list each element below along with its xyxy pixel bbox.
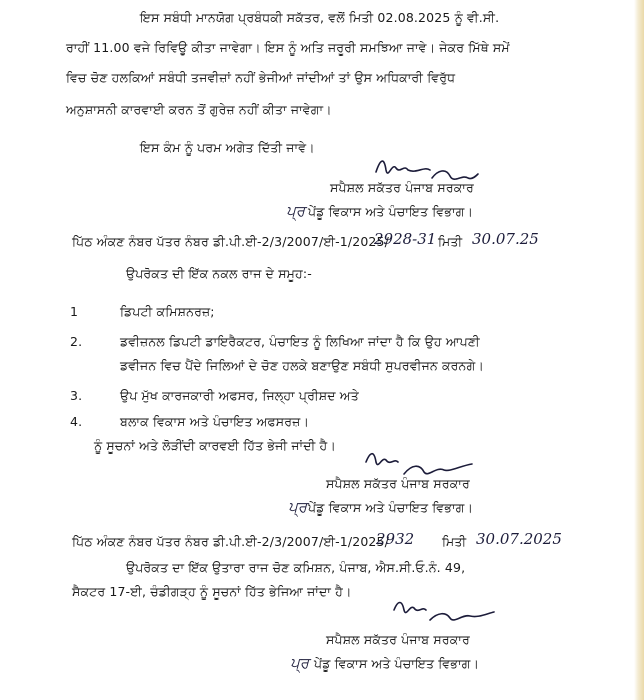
list-item-1-text: ਡਿਪਟੀ ਕਮਿਸ਼ਨਰਜ਼; <box>120 304 215 319</box>
para1-line4: ਅਨੁਸ਼ਾਸਨੀ ਕਾਰਵਾਈ ਕਰਨ ਤੋਂ ਗੁਰੇਜ਼ ਨਹੀਂ ਕੀਤਾ ਜਾਵੇਗਾ। <box>66 102 332 117</box>
list-item-3-number: 3. <box>70 388 83 403</box>
endorsement1-number: 2928-31 <box>374 230 437 248</box>
endorsement1-memo: ਪਿੱਠ ਅੰਕਣ ਨੰਬਰ ਪੱਤਰ ਨੰਬਰ ਡੀ.ਪੀ.ਈ-2/3/2007/ਈ-1/2025/ <box>72 234 389 249</box>
para1-line2: ਰਾਹੀਂ 11.00 ਵਜੇ ਰਿਵਿਊ ਕੀਤਾ ਜਾਵੇਗਾ। ਇਸ ਨੂੰ ਅਤਿ ਜਰੂਰੀ ਸਮਝਿਆ ਜਾਵੇ। ਜੇਕਰ ਮਿੱਥੇ ਸਮੇਂ <box>66 40 510 55</box>
signatory-department-3: ਪੇਂਡੂ ਵਿਕਾਸ ਅਤੇ ਪੰਚਾਇਤ ਵਿਭਾਗ। <box>314 656 480 671</box>
signatory-title-2: ਸਪੈਸ਼ਲ ਸਕੱਤਰ ਪੰਜਾਬ ਸਰਕਾਰ <box>326 476 470 491</box>
signatory-title: ਸਪੈਸ਼ਲ ਸਕੱਤਰ ਪੰਜਾਬ ਸਰਕਾਰ <box>330 180 474 195</box>
list-item-2-number: 2. <box>70 334 83 349</box>
para1-line1: ਇਸ ਸਬੰਧੀ ਮਾਨਯੋਗ ਪ੍ਰਬੰਧਕੀ ਸਕੱਤਰ, ਵਲੋਂ ਮਿਤੀ 02.08.2025 ਨੂੰ ਵੀ.ਸੀ. <box>140 10 500 25</box>
endorsement1-intro: ਉਪਰੋਕਤ ਦੀ ਇੱਕ ਨਕਲ ਰਾਜ ਦੇ ਸਮੂਹ:- <box>126 266 312 281</box>
signatory-prefix: ਪ੍ਰ <box>286 202 305 220</box>
endorsement2-memo: ਪਿੱਠ ਅੰਕਣ ਨੰਬਰ ਪੱਤਰ ਨੰਬਰ ਡੀ.ਪੀ.ਈ-2/3/2007/ਈ-1/2025/ <box>72 534 389 549</box>
endorsement2-number: 2932 <box>376 530 415 548</box>
endorsement1-date-label: ਮਿਤੀ <box>438 234 463 249</box>
list-item-3-text: ਉਪ ਮੁੱਖ ਕਾਰਜਕਾਰੀ ਅਫਸਰ, ਜਿਲ੍ਹਾ ਪ੍ਰੀਸ਼ਦ ਅਤੇ <box>120 388 359 403</box>
endorsement1-closing: ਨੂੰ ਸੂਚਨਾਂ ਅਤੇ ਲੋੜੀਂਦੀ ਕਾਰਵਈ ਹਿੱਤ ਭੇਜੀ ਜਾਂਦੀ ਹੈ। <box>94 438 336 453</box>
signatory-prefix-3: ਪ੍ਰ <box>290 654 309 672</box>
para1-line3: ਵਿਚ ਚੋਣ ਹਲਕਿਆਂ ਸਬੰਧੀ ਤਜਵੀਜ਼ਾਂ ਨਹੀਂ ਭੇਜੀਆਂ ਜਾਂਦੀਆਂ ਤਾਂ ਉਸ ਅਧਿਕਾਰੀ ਵਿਰੁੱਧ <box>66 70 456 85</box>
signatory-department-2: ਪੇਂਡੂ ਵਿਕਾਸ ਅਤੇ ਪੰਚਾਇਤ ਵਿਭਾਗ। <box>308 500 474 515</box>
signatory-prefix-2: ਪ੍ਰ <box>288 498 307 516</box>
list-item-4-text: ਬਲਾਕ ਵਿਕਾਸ ਅਤੇ ਪੰਚਾਇਤ ਅਫਸਰਜ਼। <box>120 414 310 429</box>
para1-line5: ਇਸ ਕੰਮ ਨੂੰ ਪਰਮ ਅਗੇਤ ਦਿੱਤੀ ਜਾਵੇ। <box>140 140 315 155</box>
endorsement2-date: 30.07.2025 <box>476 530 562 548</box>
signature-mark <box>390 594 500 630</box>
list-item-2-text: ਡਵੀਜ਼ਨਲ ਡਿਪਟੀ ਡਾਇਰੈਕਟਰ, ਪੰਚਾਇਤ ਨੂੰ ਲਿਖਿਆ ਜਾਂਦਾ ਹੈ ਕਿ ਉਹ ਆਪਣੀ <box>120 334 480 349</box>
endorsement1-date: 30.07.25 <box>472 230 539 248</box>
endorsement2-line2: ਸੈਕਟਰ 17-ਈ, ਚੰਡੀਗੜ੍ਹ ਨੂੰ ਸੂਚਨਾਂ ਹਿੱਤ ਭੇਜਿਆ ਜਾਂਦਾ ਹੈ। <box>72 584 352 599</box>
list-item-1-number: 1 <box>70 304 79 319</box>
signatory-title-3: ਸਪੈਸ਼ਲ ਸਕੱਤਰ ਪੰਜਾਬ ਸਰਕਾਰ <box>326 632 470 647</box>
endorsement2-line1: ਉਪਰੋਕਤ ਦਾ ਇੱਕ ਉਤਾਰਾ ਰਾਜ ਚੋਣ ਕਮਿਸ਼ਨ, ਪੰਜਾਬ, ਐਸ.ਸੀ.ਓ.ਨੰ. 49, <box>126 560 466 575</box>
paper-edge <box>634 0 644 700</box>
signatory-department: ਪੇਂਡੂ ਵਿਕਾਸ ਅਤੇ ਪੰਚਾਇਤ ਵਿਭਾਗ। <box>308 204 474 219</box>
list-item-2-text-cont: ਡਵੀਜਨ ਵਿਚ ਪੈਂਦੇ ਜਿਲਿਆਂ ਦੇ ਚੋਣ ਹਲਕੇ ਬਣਾਉਣ ਸਬੰਧੀ ਸੁਪਰਵੀਜਨ ਕਰਨਗੇ। <box>120 358 484 373</box>
list-item-4-number: 4. <box>70 414 83 429</box>
endorsement2-date-label: ਮਿਤੀ <box>442 534 467 549</box>
